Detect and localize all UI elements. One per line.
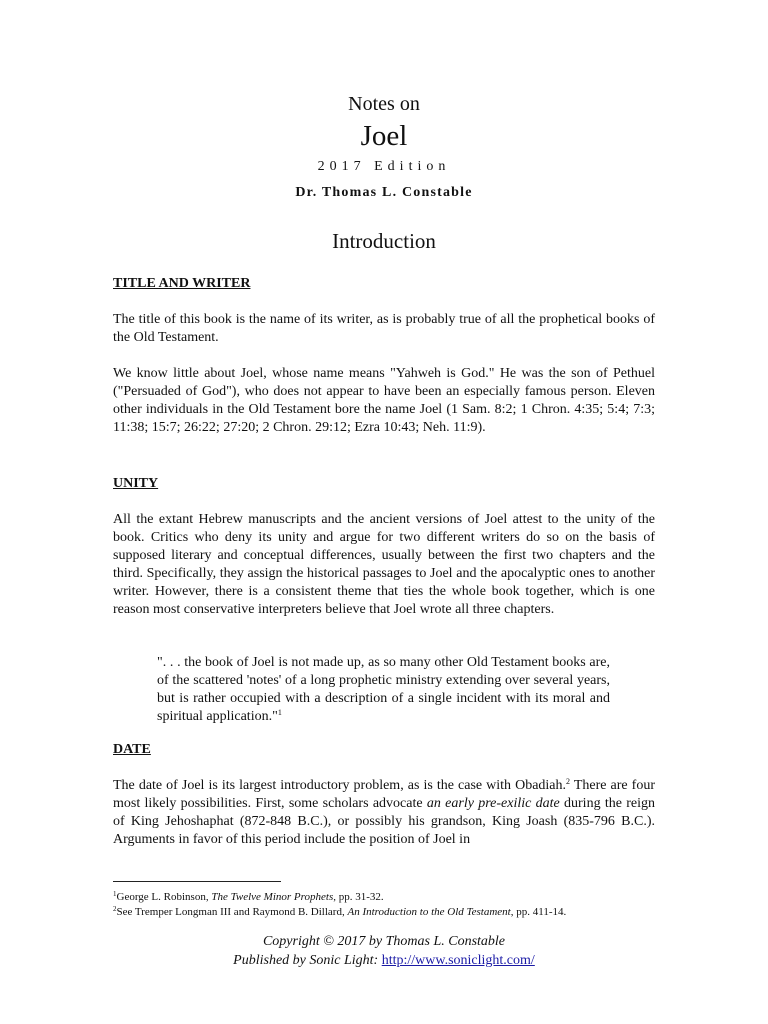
block-quote (157, 654, 610, 726)
website-link[interactable]: http://www.soniclight.com/ (381, 953, 535, 968)
footnote-ref: 2 (566, 777, 571, 786)
footnote-text: , pp. 31-32. (333, 891, 384, 903)
paragraph-text: There are four most likely possibilities. First, some scholars advocate (113, 778, 655, 811)
published-line (0, 953, 768, 969)
pre-title: Notes on (348, 93, 420, 115)
footnote-divider (113, 881, 281, 882)
copyright-line: Copyright © 2017 by Thomas L. Constable (262, 934, 506, 949)
document-title: Joel (360, 120, 408, 152)
paragraph-date (113, 777, 655, 849)
heading-title-and-writer: TITLE AND WRITER (113, 276, 251, 291)
paragraph-text: The date of Joel is its largest introductory problem, as is the case with Obadiah. (113, 778, 567, 793)
paragraph-text: during the reign of King Jehoshaphat (872-848 B.C.), or possibly his grandson, King Joash (835-796 B.C.). Arguments in favor of this period include the position of Joel in (113, 796, 656, 847)
heading-unity: UNITY (113, 476, 159, 491)
footnote-2 (113, 906, 566, 919)
footnote-number: 2 (113, 905, 117, 913)
paragraph-text: We know little about Joel, whose name means "Yahweh is God." He was the son of Pethuel ("Persuaded of God"), who does not appear to have been an especially famous person. Eleven other individuals in the Old Testament bore the name Joel (1 Sam. 8:2; 1 Chron. 4:35; 5:4; 7:3; 11:38; 15:7; 26:22; 27:20; 2 Chron. 29:12; Ezra 10:43; Neh. 11:9). (113, 366, 655, 435)
paragraph-unity (113, 511, 655, 619)
published-text: Published by Sonic Light: (233, 953, 382, 968)
heading-date: DATE (113, 742, 151, 757)
footnote-text: , pp. 411-14. (510, 906, 567, 918)
paragraph-text: All the extant Hebrew manuscripts and the ancient versions of Joel attest to the unity of the book. Critics who deny its unity and argue for two different writers do so on the basis of supposed literary and conceptual differences, usually between the first two chapters and the third. Specifically, they assign the historical passages to Joel and the apocalyptic ones to another writer. However, there is a consistent theme that ties the whole book together, which is one reason most conservative interpreters believe that Joel wrote all three chapters. (113, 512, 655, 617)
author-line: Dr. Thomas L. Constable (295, 185, 473, 200)
footnote-1 (113, 891, 384, 904)
footnote-ref: 1 (277, 708, 282, 717)
paragraph-text: The title of this book is the name of its writer, as is probably true of all the prophetical books of the Old Testament. (113, 312, 655, 345)
edition-line: 2017 Edition (317, 159, 451, 174)
footnote-text: George L. Robinson, (116, 891, 212, 903)
footnote-book-title: An Introduction to the Old Testament (347, 906, 511, 918)
footnote-text: See Tremper Longman III and Raymond B. Dillard, (116, 906, 348, 918)
quote-text: ". . . the book of Joel is not made up, as so many other Old Testament books are, of the scattered 'notes' of a long prophetic ministry extending over several years, but is rather occupied with a description of a single incident with its moral and spiritual application." (157, 655, 610, 724)
section-title: Introduction (332, 229, 436, 253)
footnote-book-title: The Twelve Minor Prophets (211, 891, 334, 903)
paragraph-writer (113, 365, 655, 437)
paragraph-title (113, 311, 655, 347)
footnote-number: 1 (113, 890, 117, 898)
emphasis-text: an early pre-exilic date (426, 796, 560, 811)
